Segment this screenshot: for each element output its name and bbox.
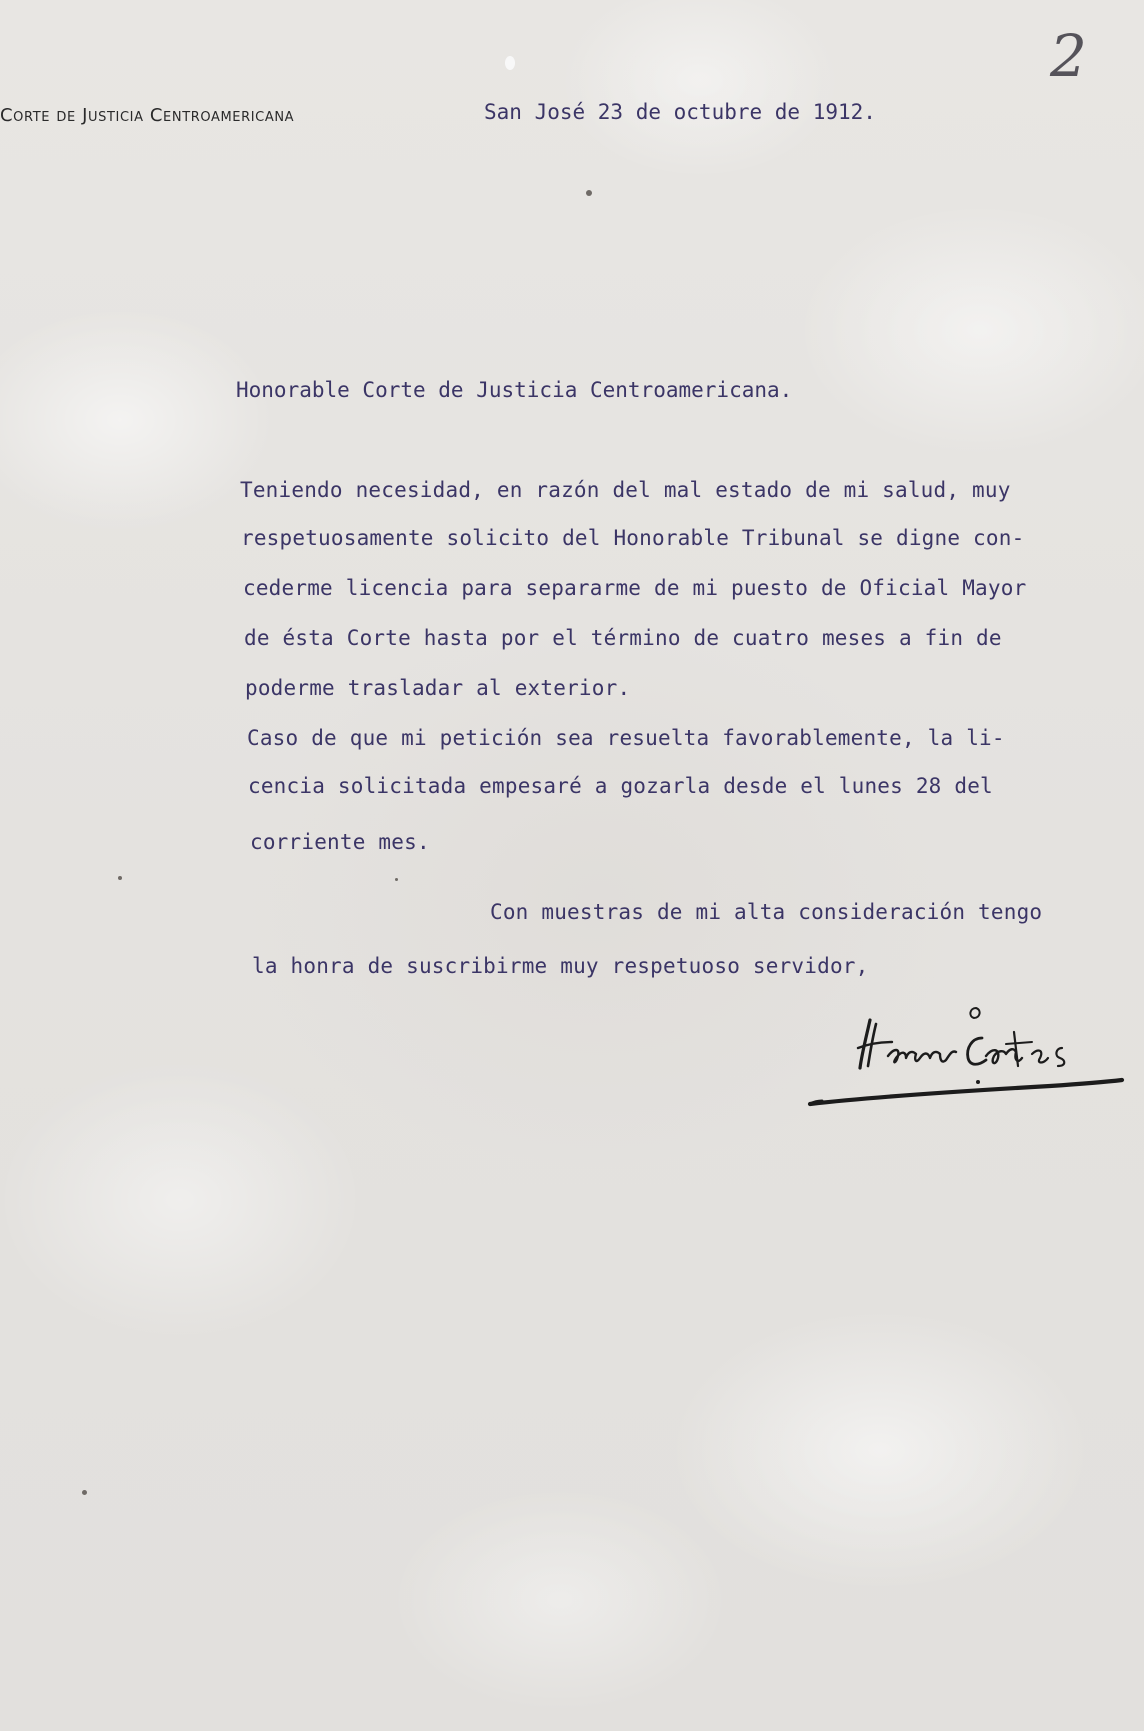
salutation: Honorable Corte de Justicia Centroamericana. bbox=[236, 378, 793, 402]
body-line: poderme trasladar al exterior. bbox=[245, 676, 631, 700]
paper-speck bbox=[82, 1490, 87, 1495]
body-line: de ésta Corte hasta por el término de cuatro meses a fin de bbox=[244, 626, 1002, 650]
body-line: cencia solicitada empesaré a gozarla desde el lunes 28 del bbox=[248, 774, 993, 798]
body-line: cederme licencia para separarme de mi puesto de Oficial Mayor bbox=[243, 576, 1027, 600]
dateline: San José 23 de octubre de 1912. bbox=[484, 100, 876, 124]
body-line: respetuosamente solicito del Honorable Tribunal se digne con- bbox=[241, 526, 1025, 550]
letterhead: Corte de Justicia Centroamericana bbox=[0, 105, 295, 126]
body-line: Teniendo necesidad, en razón del mal estado de mi salud, muy bbox=[240, 478, 1011, 502]
body-line: Caso de que mi petición sea resuelta favorablemente, la li- bbox=[247, 726, 1005, 750]
closing-line: Con muestras de mi alta consideración tengo bbox=[490, 900, 1043, 924]
paper-speck bbox=[395, 878, 398, 881]
paper-speck bbox=[586, 190, 592, 196]
handwritten-signature bbox=[800, 968, 1130, 1118]
body-line: corriente mes. bbox=[250, 830, 430, 854]
paper-speck bbox=[118, 876, 122, 880]
folio-number: 2 bbox=[1050, 22, 1087, 90]
paper-speck bbox=[505, 56, 515, 70]
closing-line: la honra de suscribirme muy respetuoso servidor, bbox=[252, 954, 869, 978]
